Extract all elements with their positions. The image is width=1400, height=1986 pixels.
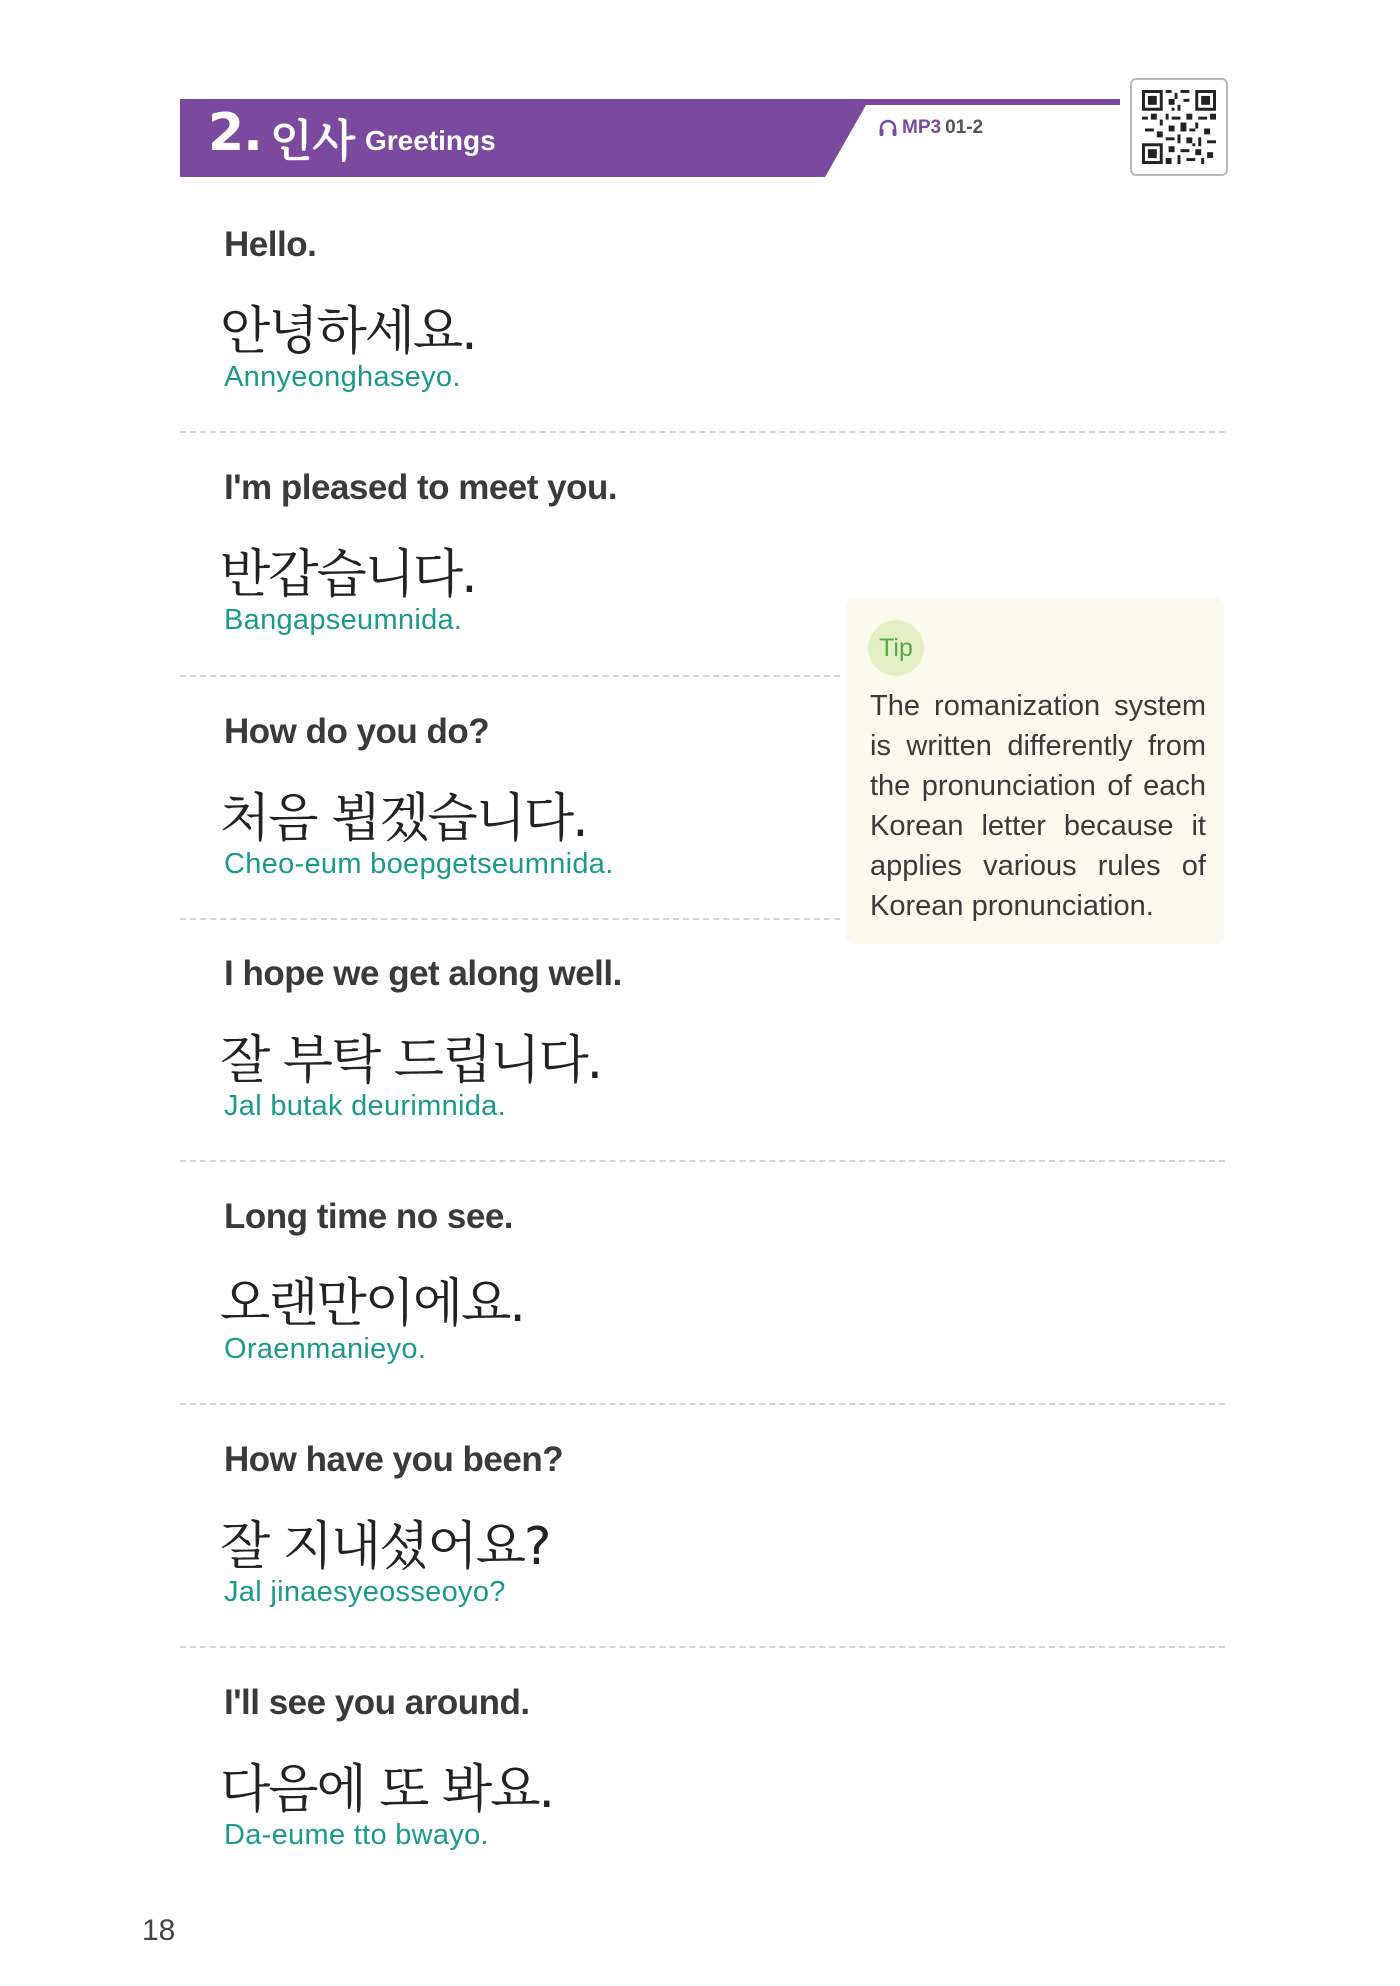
romanization: Jal butak deurimnida.	[224, 1090, 506, 1122]
romanization: Cheo-eum boepgetseumnida.	[224, 848, 614, 880]
korean-phrase: 반갑습니다.	[220, 545, 476, 605]
tip-badge: Tip	[868, 620, 924, 676]
english-phrase: Hello.	[224, 225, 317, 264]
divider	[180, 431, 1225, 433]
section-title-english: Greetings	[365, 125, 496, 156]
korean-phrase: 오랜만이에요.	[220, 1274, 524, 1334]
romanization: Oraenmanieyo.	[224, 1333, 427, 1365]
divider	[180, 1160, 1225, 1162]
mp3-label: MP3	[902, 117, 942, 138]
headphones-icon	[878, 119, 898, 137]
english-phrase: I'll see you around.	[224, 1683, 530, 1722]
divider	[180, 918, 840, 920]
phrase-item	[180, 1683, 1225, 1863]
qr-code[interactable]	[1130, 78, 1228, 176]
english-phrase: How do you do?	[224, 712, 490, 751]
english-phrase: I hope we get along well.	[224, 954, 622, 993]
phrase-item	[180, 225, 1225, 405]
section-title-korean: 인사	[270, 116, 356, 167]
qr-code-icon	[1142, 90, 1216, 164]
divider	[180, 1403, 1225, 1405]
romanization: Da-eume tto bwayo.	[224, 1819, 489, 1851]
mp3-code: 01-2	[945, 117, 984, 138]
korean-phrase: 잘 지내셨어요?	[220, 1517, 550, 1577]
section-number: 2.	[208, 103, 262, 163]
tip-text: The romanization system is written differently from the pronunciation of each Korean letter because it applies various rules of Korean pronunciation.	[870, 690, 1206, 922]
romanization: Bangapseumnida.	[224, 604, 463, 636]
divider	[180, 1646, 1225, 1648]
english-phrase: Long time no see.	[224, 1197, 514, 1236]
phrase-item	[180, 1440, 1225, 1620]
tip-box	[846, 598, 1224, 944]
korean-phrase: 잘 부탁 드립니다.	[220, 1031, 602, 1091]
divider	[180, 675, 840, 677]
romanization: Annyeonghaseyo.	[224, 361, 461, 393]
english-phrase: I'm pleased to meet you.	[224, 468, 618, 507]
page-number: 18	[142, 1914, 176, 1947]
romanization: Jal jinaesyeosseoyo?	[224, 1576, 506, 1608]
english-phrase: How have you been?	[224, 1440, 564, 1479]
mp3-track-label	[878, 117, 983, 139]
korean-phrase: 안녕하세요.	[220, 302, 476, 362]
korean-phrase: 다음에 또 봐요.	[220, 1760, 553, 1820]
korean-phrase: 처음 뵙겠습니다.	[220, 789, 587, 849]
phrase-item	[180, 1197, 1225, 1377]
phrase-item	[180, 954, 1225, 1134]
